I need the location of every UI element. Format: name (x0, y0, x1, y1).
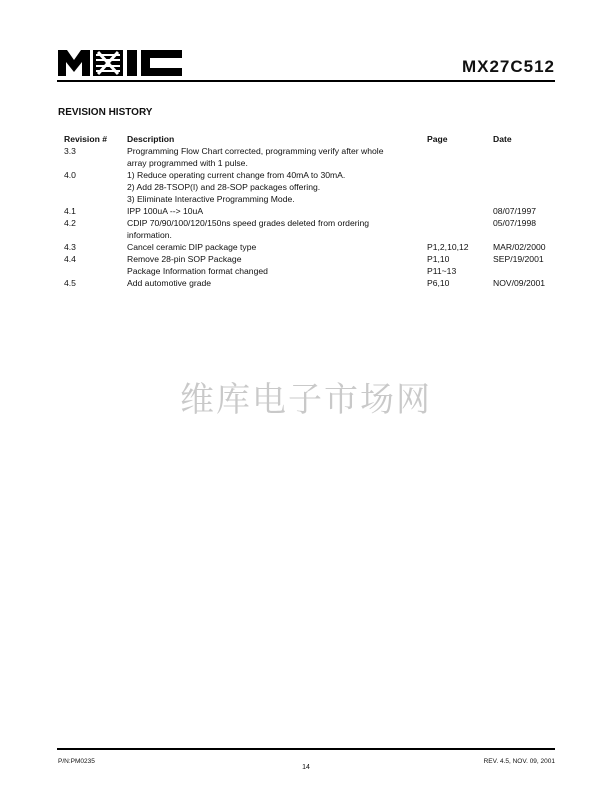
cell-date: SEP/19/2001 (493, 254, 544, 264)
header-description: Description (127, 134, 175, 144)
cell-date (493, 193, 564, 205)
watermark-text: 维库电子市场网 (180, 380, 432, 420)
table-header-row (64, 133, 564, 145)
table-row (64, 229, 564, 241)
cell-description: IPP 100uA --> 10uA (127, 206, 204, 216)
section-title: REVISION HISTORY (58, 107, 153, 118)
cell-revision: 4.2 (64, 218, 76, 228)
table-row (64, 277, 564, 289)
cell-description: Remove 28-pin SOP Package (127, 254, 242, 264)
table-row (64, 253, 564, 265)
cell-page: P1,10 (427, 254, 450, 264)
footer-revision: REV. 4.5, NOV. 09, 2001 (483, 758, 555, 765)
cell-date (493, 157, 564, 169)
cell-revision (64, 181, 127, 193)
table-row (64, 145, 564, 157)
cell-revision: 4.0 (64, 170, 76, 180)
cell-description: 3) Eliminate Interactive Programming Mode. (127, 194, 295, 204)
header-date: Date (493, 134, 512, 144)
header-rule (57, 80, 555, 82)
cell-description: 1) Reduce operating current change from 40mA to 30mA. (127, 170, 346, 180)
cell-revision: 3.3 (64, 146, 76, 156)
footer-page-number: 14 (302, 764, 310, 771)
cell-revision (64, 229, 127, 241)
cell-date: NOV/09/2001 (493, 278, 546, 288)
cell-revision (64, 265, 127, 277)
table-row (64, 157, 564, 169)
cell-revision: 4.4 (64, 254, 76, 264)
cell-revision: 4.5 (64, 278, 76, 288)
cell-page (427, 217, 493, 229)
cell-page (427, 229, 493, 241)
cell-date (493, 229, 564, 241)
table-row (64, 181, 564, 193)
cell-revision: 4.1 (64, 206, 76, 216)
cell-date: 08/07/1997 (493, 206, 537, 216)
cell-date (493, 181, 564, 193)
cell-date (493, 145, 564, 157)
cell-description: Programming Flow Chart corrected, programming verify after whole (127, 146, 384, 156)
cell-page (427, 169, 493, 181)
cell-description: 2) Add 28-TSOP(I) and 28-SOP packages offering. (127, 182, 321, 192)
cell-description: Add automotive grade (127, 278, 212, 288)
revision-table (64, 133, 564, 289)
header-page: Page (427, 134, 448, 144)
footer-part-code: P/N:PM0235 (58, 758, 95, 765)
part-number: MX27C512 (461, 57, 555, 76)
table-row (64, 205, 564, 217)
table-row (64, 217, 564, 229)
cell-page (427, 181, 493, 193)
cell-revision (64, 193, 127, 205)
table-row (64, 169, 564, 181)
cell-date (493, 169, 564, 181)
cell-description: array programmed with 1 pulse. (127, 158, 248, 168)
cell-page: P6,10 (427, 278, 450, 288)
header-revision: Revision # (64, 134, 107, 144)
table-row (64, 265, 564, 277)
footer-rule (57, 748, 555, 750)
cell-description: information. (127, 230, 172, 240)
cell-page (427, 193, 493, 205)
cell-page (427, 145, 493, 157)
cell-page: P1,2,10,12 (427, 242, 469, 252)
cell-page: P11~13 (427, 266, 457, 276)
cell-date: MAR/02/2000 (493, 242, 546, 252)
table-row (64, 193, 564, 205)
cell-page (427, 205, 493, 217)
mxic-logo (58, 50, 182, 76)
cell-description: Package Information format changed (127, 266, 268, 276)
cell-page (427, 157, 493, 169)
cell-revision (64, 157, 127, 169)
cell-date (493, 265, 564, 277)
cell-description: Cancel ceramic DIP package type (127, 242, 257, 252)
cell-revision: 4.3 (64, 242, 76, 252)
cell-description: CDIP 70/90/100/120/150ns speed grades deleted from ordering (127, 218, 370, 228)
cell-date: 05/07/1998 (493, 218, 537, 228)
table-row (64, 241, 564, 253)
